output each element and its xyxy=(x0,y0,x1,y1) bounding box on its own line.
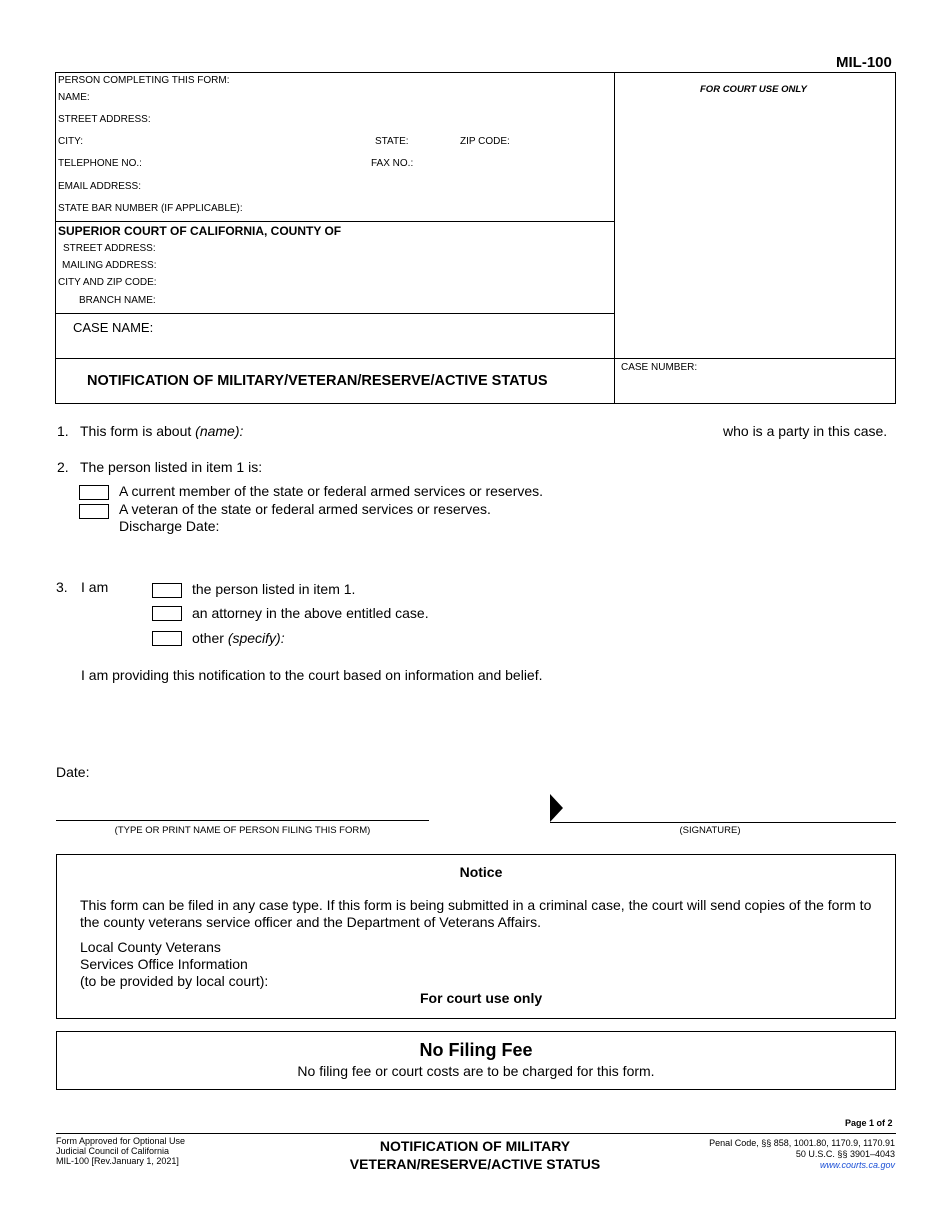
veteran-checkbox[interactable] xyxy=(79,504,109,519)
filer-bar-label: STATE BAR NUMBER (IF APPLICABLE): xyxy=(58,203,243,214)
signature-arrow-icon xyxy=(550,794,564,822)
filer-city-label: CITY: xyxy=(58,136,84,147)
notice-body: This form can be filed in any case type. If this form is being submitted in a criminal case, the court will send copies of the form to the county veterans service officer and the Department of Veterans Affairs. xyxy=(80,897,872,930)
citation-line-1: Penal Code, §§ 858, 1001.80, 1170.9, 1170.91 xyxy=(709,1138,895,1148)
belief-statement: I am providing this notification to the court based on information and belief. xyxy=(81,667,543,683)
current-member-label: A current member of the state or federal armed services or reserves. xyxy=(119,483,544,499)
form-id: MIL-100 xyxy=(836,54,892,71)
filer-street-label: STREET ADDRESS: xyxy=(58,114,151,125)
court-title: SUPERIOR COURT OF CALIFORNIA, COUNTY OF xyxy=(58,224,342,238)
other-hint: (specify): xyxy=(227,630,285,646)
caption-divider-vertical xyxy=(614,72,615,404)
approval-block xyxy=(56,1136,185,1166)
signature-line[interactable] xyxy=(550,822,896,823)
discharge-date-label: Discharge Date: xyxy=(119,518,220,534)
court-use-label: For court use only xyxy=(420,990,543,1006)
notice-title: Notice xyxy=(459,864,503,880)
item1-text xyxy=(80,423,243,439)
approval-line-1: Form Approved for Optional Use xyxy=(56,1136,186,1146)
fee-title: No Filing Fee xyxy=(419,1040,533,1060)
footer-title xyxy=(320,1137,630,1173)
item1-label: This form is about xyxy=(80,423,192,439)
item2-text: The person listed in item 1 is: xyxy=(80,459,263,475)
filer-section-title: PERSON COMPLETING THIS FORM: xyxy=(58,75,230,86)
local-line-3: (to be provided by local court): xyxy=(80,973,269,989)
signature-caption: (SIGNATURE) xyxy=(679,825,741,836)
other-label xyxy=(192,630,285,646)
approval-line-2: Judicial Council of California xyxy=(56,1146,170,1156)
item3-text: I am xyxy=(81,579,109,595)
courts-website-link[interactable]: www.courts.ca.gov xyxy=(819,1160,895,1170)
court-use-only-label: FOR COURT USE ONLY xyxy=(700,84,807,95)
filer-divider xyxy=(55,221,615,222)
other-checkbox[interactable] xyxy=(152,631,182,646)
current-member-checkbox[interactable] xyxy=(79,485,109,500)
item3-number: 3. xyxy=(56,579,68,595)
veteran-label: A veteran of the state or federal armed services or reserves. xyxy=(119,501,491,517)
filer-email-label: EMAIL ADDRESS: xyxy=(58,181,141,192)
name-caption: (TYPE OR PRINT NAME OF PERSON FILING THIS FORM) xyxy=(114,825,371,836)
court-branch-label: BRANCH NAME: xyxy=(79,295,156,306)
footer-title-line-2: VETERAN/RESERVE/ACTIVE STATUS xyxy=(349,1156,601,1172)
item2-number: 2. xyxy=(57,459,69,475)
approval-line-3: MIL-100 [Rev.January 1, 2021] xyxy=(56,1156,179,1166)
form-title: NOTIFICATION OF MILITARY/VETERAN/RESERVE/ACTIVE STATUS xyxy=(87,373,548,389)
footer-title-line-1: NOTIFICATION OF MILITARY xyxy=(379,1138,571,1154)
attorney-label: an attorney in the above entitled case. xyxy=(192,605,429,621)
item1-name-hint: (name): xyxy=(195,423,244,439)
case-number-label: CASE NUMBER: xyxy=(621,362,698,373)
filer-fax-label: FAX NO.: xyxy=(371,158,414,169)
citation-line-2: 50 U.S.C. §§ 3901–4043 xyxy=(795,1149,895,1159)
local-line-1: Local County Veterans xyxy=(80,939,221,955)
court-street-label: STREET ADDRESS: xyxy=(63,243,156,254)
person-listed-checkbox[interactable] xyxy=(152,583,182,598)
court-city-zip-label: CITY AND ZIP CODE: xyxy=(58,277,157,288)
case-name-divider xyxy=(55,358,896,359)
caption-box xyxy=(55,72,896,404)
court-divider xyxy=(55,313,615,314)
case-name-label: CASE NAME: xyxy=(73,320,154,335)
filer-state-label: STATE: xyxy=(375,136,409,147)
attorney-checkbox[interactable] xyxy=(152,606,182,621)
filer-phone-label: TELEPHONE NO.: xyxy=(58,158,142,169)
filer-name-label: NAME: xyxy=(58,92,90,103)
item1-number: 1. xyxy=(57,423,69,439)
name-line[interactable] xyxy=(56,820,429,821)
filer-zip-label: ZIP CODE: xyxy=(460,136,510,147)
footer-rule xyxy=(56,1133,896,1134)
page-number: Page 1 of 2 xyxy=(845,1118,893,1128)
date-label: Date: xyxy=(56,764,90,780)
item1-suffix: who is a party in this case. xyxy=(723,423,888,439)
local-line-2: Services Office Information xyxy=(80,956,248,972)
court-mailing-label: MAILING ADDRESS: xyxy=(62,260,157,271)
citation-block xyxy=(600,1138,895,1171)
fee-text: No filing fee or court costs are to be charged for this form. xyxy=(297,1063,655,1079)
person-listed-label: the person listed in item 1. xyxy=(192,581,356,597)
other-text: other xyxy=(192,630,224,646)
